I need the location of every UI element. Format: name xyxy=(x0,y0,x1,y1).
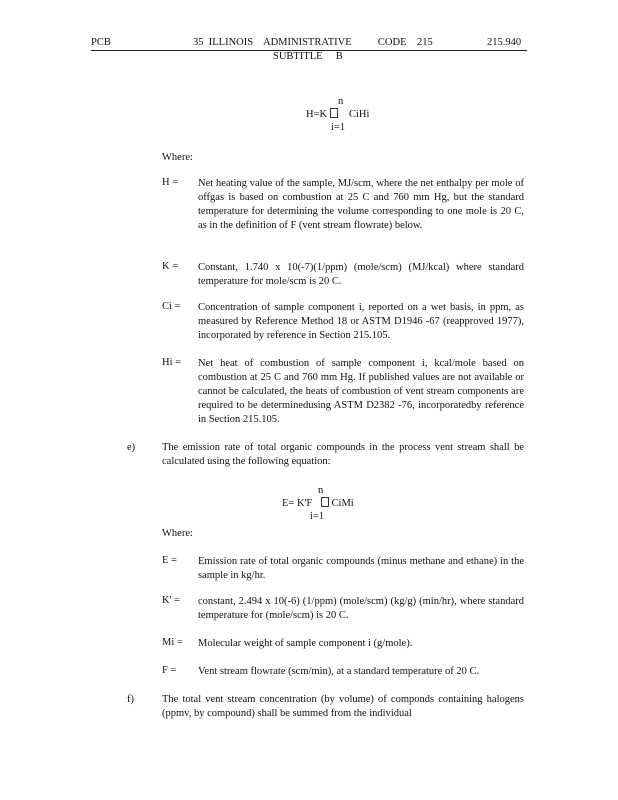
equation1-right: CiHi xyxy=(348,109,370,120)
equation1-upper: n xyxy=(338,96,344,107)
def-text-f: Vent stream flowrate (scm/min), at a standard temperature of 20 C. xyxy=(198,666,480,677)
header-subtitle: SUBTITLE B xyxy=(273,51,343,62)
equation2-main xyxy=(282,497,354,511)
def-term-kprime: K' = xyxy=(162,595,181,606)
equation2-left: E= K'F xyxy=(282,498,313,509)
def-term-hi: Hi = xyxy=(162,357,182,368)
para-f-label: f) xyxy=(127,694,134,705)
def-term-f: F = xyxy=(162,665,177,676)
equation1-lower: i=1 xyxy=(331,122,346,133)
def-text-ci: Concentration of sample component i, reported on a wet basis, in ppm, as measured by Reference Method 18 or ASTM D1946 -67 (reapproved 1977), incorporated by reference in Section 215.105. xyxy=(198,302,524,341)
def-text-k: Constant, 1.740 x 10(-7)(1/ppm) (mole/scm) (MJ/kcal) where standard temperature for mole/scm is 20 C. xyxy=(198,262,524,287)
equation1-main xyxy=(306,108,369,122)
equation2-lower: i=1 xyxy=(310,511,325,522)
def-text-hi: Net heat of combustion of sample component i, kcal/mole based on combustion at 25 C and 760 mm Hg. If published values are not available or cannot be calculated, the heats of combustion of vent stream components are required to be determinedusing ASTM D2382 -76, incorporatedby reference in Section 215.105. xyxy=(198,358,524,425)
where-label-2: Where: xyxy=(162,528,193,539)
summation-icon xyxy=(321,497,329,507)
para-f-text: The total vent stream concentration (by volume) of componds containing halogens (ppmv, by compound) shall be summed from the individual xyxy=(162,694,524,719)
where-label-1: Where: xyxy=(162,152,193,163)
def-text-kprime: constant, 2.494 x 10(-6) (1/ppm) (mole/scm) (kg/g) (min/hr), where standard temperature for (mole/scm) is 20 C. xyxy=(198,596,524,621)
def-text-e: Emission rate of total organic compounds (minus methane and ethane) in the sample in kg/hr. xyxy=(198,556,524,581)
def-text-mi: Molecular weight of sample component i (g/mole). xyxy=(198,638,413,649)
def-term-mi: Mi = xyxy=(162,637,183,648)
para-e-text: The emission rate of total organic compounds in the process vent stream shall be calculated using the following equation: xyxy=(162,442,524,467)
def-text-h: Net heating value of the sample, MJ/scm, where the net enthalpy per mole of offgas is based on combustion at 25 C and 760 mm Hg, but the standard temperature for determining the volume corresponding to one mole is 20 C, as in the definition of F (vent stream flowrate) below. xyxy=(198,178,524,231)
header-left: PCB xyxy=(91,37,111,48)
summation-icon xyxy=(330,108,338,118)
def-term-ci: Ci = xyxy=(162,301,181,312)
equation1-left: H=K xyxy=(306,109,328,120)
def-term-k: K = xyxy=(162,261,179,272)
def-term-h: H = xyxy=(162,177,179,188)
equation2-right: CiMi xyxy=(331,498,354,509)
para-e-label: e) xyxy=(127,442,136,453)
def-term-e: E = xyxy=(162,555,177,566)
equation2-upper: n xyxy=(318,485,324,496)
header-center: 35 ILLINOIS ADMINISTRATIVE CODE 215 xyxy=(193,37,433,48)
header-right: 215.940 xyxy=(487,37,522,48)
